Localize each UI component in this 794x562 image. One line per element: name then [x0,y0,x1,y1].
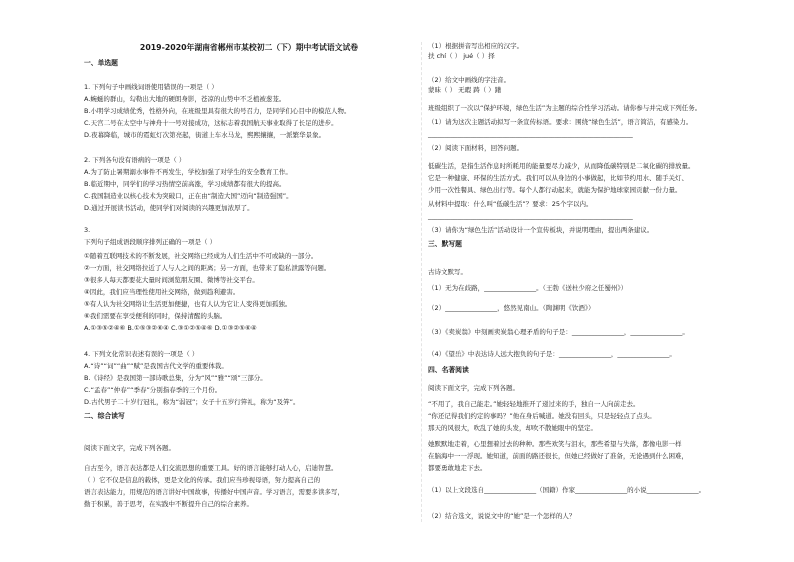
text-line: ④因此，我们应当理性使用社交网络，做到趋利避害。 [84,288,240,296]
text-line: 语言表达能力，用规范的语言讲好中国故事，传播好中国声音。学习语言，需要多读多写， [84,488,344,496]
text-line: A.①③⑤②④⑥ B.①⑤③②⑥④ C.③①②⑤④⑥ D.①③②⑤⑥④ [84,324,257,332]
text-line: ③很多人每天都要花大量时间浏览朋友圈、微博等社交平台。 [84,276,259,284]
text-line: 2. 下列各句没有语病的一项是（ ） [84,156,186,164]
text-line: （2）阅读下面材料，回答问题。 [428,144,524,152]
text-line: （2）________________，悠然见南山。（陶渊明《饮酒》） [428,304,595,312]
text-line: ⑥我们需要在享受便利的同时，保持清醒的头脑。 [84,312,227,320]
column-divider [421,42,422,522]
text-line: 4. 下列文化常识表述有误的一项是（ ） [84,350,199,358]
text-line: 下列句子组成语段顺序排列正确的一项是（ ） [84,238,217,246]
text-line: （1）请为这次主题活动拟写一条宣传标语。要求：围绕“绿色生活”，语言简洁，有感染力。 [428,118,693,126]
text-line: D.古代男子二十岁行冠礼，称为“弱冠”；女子十五岁行笄礼，称为“及笄”。 [84,398,300,406]
text-line: ⑤有人认为社交网络让生活更加便捷，也有人认为它让人变得更加孤独。 [84,300,292,308]
exam-title: 2019-2020年湖南省郴州市某校初二（下）期中考试语文试卷 [139,43,359,52]
text-line: 它是一种健康、环保的生活方式。我们可以从身边的小事做起，比如节约用水、随手关灯、 [428,174,688,182]
text-line: （ ）它不仅是信息的载体，更是文化的传承。我们应当珍视母语，努力提高自己的 [84,476,321,484]
text-line: B.小明学习成绩优秀，性格外向，在班级里具有很大的号召力，是同学们心目中的模范人物。 [84,107,351,115]
right-column [428,0,768,562]
text-line: （1）无为在歧路，________________。（王勃《送杜少府之任蜀州》） [428,284,628,292]
text-line: B.临近期中，同学们的学习热情空前高涨，学习成绩都有很大的提高。 [84,180,286,188]
text-line: ①随着互联网技术的不断发展，社交网络已经成为人们生活中不可或缺的一部分。 [84,252,318,260]
text-line: C.天宫二号在太空中与神舟十一号对接成功，这标志着我国航天事业取得了长足的进步。 [84,119,338,127]
text-line: B.《诗经》是我国第一部诗歌总集，分为“风”“雅”“颂”三部分。 [84,374,267,382]
text-line: （3）请你为“绿色生活”活动设计一个宣传板块，并说明理由，提出两条建议。 [428,226,654,234]
section-heading: 三、默写题 [428,240,462,248]
text-line: 阅读下面文字，完成下列各题。 [84,444,175,452]
text-line: 班级组织了一次以“保护环境，绿色生活”为主题的综合性学习活动。请你参与并完成下列任务。 [428,104,702,112]
text-line: 她默默地走着，心里想着过去的种种。那些欢笑与泪水，那些希望与失落，都像电影一样 [428,440,682,448]
section-heading: 二、综合读写 [84,412,125,420]
text-line: ②一方面，社交网络拉近了人与人之间的距离；另一方面，也带来了隐私泄露等问题。 [84,264,331,272]
text-line: 勤于积累，善于思考，在实践中不断提升自己的综合素养。 [84,500,253,508]
text-line: _______________________________________________________________ [428,130,633,138]
text-line: A.蜿蜒的群山，勾勒出大地的硬朗身影，苍凉的山势中不乏植被葱茏。 [84,95,286,103]
text-line: “不用了，我自己能走。”她轻轻地推开了递过来的手，独自一人向前走去。 [428,400,640,408]
text-line: 从材料中提取：什么叫“低碳生活”？要求：25个字以内。 [428,200,593,208]
text-line: 低碳生活，是指生活作息时所耗用的能量要尽力减少，从而降低碳特别是二氧化碳的排放量。 [428,162,695,170]
text-line: C.“孟春”“仲春”“季春”分别指春季的三个月份。 [84,386,222,394]
text-line: 扶 chí（ ） jué（ ）择 [428,52,495,60]
text-line: 阅读下面文字，完成下列各题。 [428,384,519,392]
text-line: 在脑海中一一浮现。她知道，前面的路还很长，但她已经做好了准备，无论遇到什么困难， [428,452,688,460]
text-line: _______________________________________________________________ [428,212,633,220]
text-line: A.为了防止暑期溺水事件不再发生，学校加强了对学生的安全教育工作。 [84,168,292,176]
text-line: 3. [84,226,91,234]
text-line: （2）给文中画线的字注音。 [428,76,511,84]
left-column [84,0,414,562]
text-line: C.我国制造业以核心技术为突破口，正在由“制造大国”迈向“制造强国”。 [84,192,293,200]
text-line: （2）结合选文，说说文中的“她”是一个怎样的人？ [428,512,576,520]
text-line: A.“诗”“词”“曲”“赋”是我国古代文学的重要体裁。 [84,362,228,370]
text-line: 都要勇敢地走下去。 [428,464,487,472]
text-line: （1）以上文段选自________________（国籍）作家________________的小说________________。 [428,486,706,494]
text-line: 少用一次性餐具、绿色出行等。每个人都行动起来，就能为保护地球家园贡献一份力量。 [428,186,682,194]
text-line: “你还记得我们约定的事吗？”他在身后喊道。她没有回头，只是轻轻点了点头。 [428,412,656,420]
section-heading: 一、单选题 [84,59,118,67]
text-line: 古诗文默写。 [428,268,467,276]
text-line: 1. 下列句子中画线词语使用错误的一项是（ ） [84,83,218,91]
text-line: 那天的风很大，吹乱了她的头发，却吹不散她眼中的坚定。 [428,424,597,432]
text-line: （1）根据拼音写出相应的汉字。 [428,42,524,50]
text-line: 自古至今，语言表达都是人们交流思想的重要工具。好的语言能够打动人心，启迪智慧。 [84,464,338,472]
section-heading: 四、名著阅读 [428,366,469,374]
text-line: D.通过开展读书活动，使同学们对阅读的兴趣更加浓厚了。 [84,204,254,212]
text-line: D.夜幕降临，城市的霓虹灯次第亮起，街道上车水马龙，熙熙攘攘，一派繁华景象。 [84,131,326,139]
text-line: （3）《卖炭翁》中刻画卖炭翁心理矛盾的句子是：________________，________________。 [428,328,689,336]
text-line: 蒙昧（ ） 无暇 踌（ ）躇 [428,86,502,94]
text-line: （4）《望岳》中表达诗人远大抱负的句子是：________________，________________。 [428,350,676,358]
